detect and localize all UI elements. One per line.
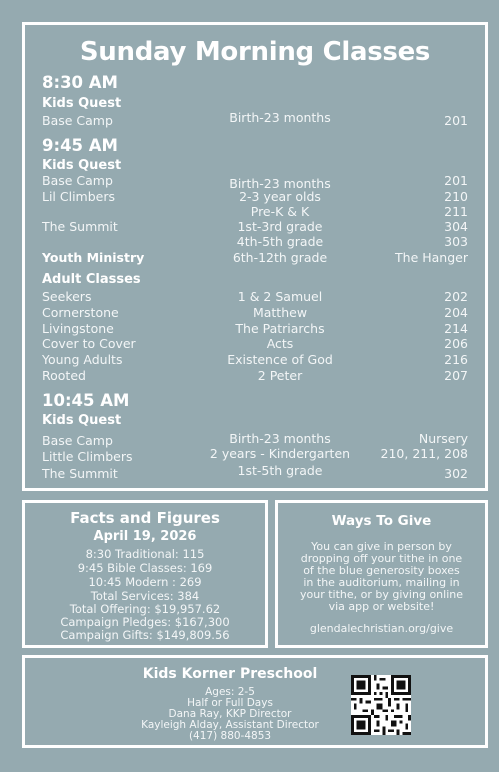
facts-line: 10:45 Modern : 269 bbox=[88, 575, 202, 589]
facts-line: Campaign Gifts: $149,809.56 bbox=[60, 628, 230, 642]
page-title: Sunday Morning Classes bbox=[79, 37, 431, 67]
group-kids-quest-830: Kids Quest bbox=[42, 96, 122, 111]
class-name: The Summit bbox=[42, 219, 118, 234]
class-name: Young Adults bbox=[42, 352, 123, 367]
kids-korner-line: Half or Full Days bbox=[187, 697, 273, 709]
give-text-line: via app or website! bbox=[328, 600, 435, 613]
room-number: 211 bbox=[444, 204, 468, 219]
time-heading-945: 9:45 AM bbox=[42, 136, 118, 155]
class-description: Acts bbox=[266, 336, 294, 351]
facts-line: Total Services: 384 bbox=[90, 589, 200, 603]
class-description: 4th-5th grade bbox=[236, 234, 324, 249]
kids-korner-line: (417) 880-4853 bbox=[188, 730, 272, 742]
class-name: Lil Climbers bbox=[42, 189, 116, 204]
kids-korner-panel bbox=[22, 655, 488, 748]
class-name: Cover to Cover bbox=[42, 336, 136, 351]
class-description: 1 & 2 Samuel bbox=[237, 289, 323, 304]
class-description: 2 years - Kindergarten bbox=[209, 446, 351, 461]
facts-line: 9:45 Bible Classes: 169 bbox=[77, 561, 213, 575]
class-description: 1st-5th grade bbox=[237, 463, 323, 478]
room-number: 216 bbox=[444, 352, 468, 367]
facts-line: Total Offering: $19,957.62 bbox=[69, 602, 221, 616]
kids-korner-line: Dana Ray, KKP Director bbox=[168, 708, 292, 720]
group-kids-quest-945: Kids Quest bbox=[42, 158, 122, 173]
give-text-line: dropping off your tithe in one bbox=[300, 552, 463, 565]
class-description: 2-3 year olds bbox=[239, 189, 321, 204]
table-row bbox=[25, 352, 485, 368]
table-row bbox=[25, 204, 485, 220]
class-name: Seekers bbox=[42, 289, 92, 304]
class-name: Cornerstone bbox=[42, 305, 119, 320]
class-name: Youth Ministry bbox=[42, 250, 145, 265]
give-heading: Ways To Give bbox=[331, 513, 432, 529]
class-description: Birth-23 months bbox=[229, 431, 331, 446]
room-number: 204 bbox=[444, 305, 468, 320]
group-adult-classes: Adult Classes bbox=[42, 272, 141, 287]
class-description: Birth-23 months bbox=[229, 110, 331, 125]
facts-date: April 19, 2026 bbox=[93, 529, 197, 544]
room-number: 206 bbox=[444, 336, 468, 351]
give-text-line: You can give in person by bbox=[311, 540, 452, 553]
table-row bbox=[25, 110, 485, 129]
table-row bbox=[25, 219, 485, 235]
class-description: 6th-12th grade bbox=[232, 250, 328, 265]
table-row bbox=[25, 289, 485, 305]
table-row bbox=[25, 250, 485, 266]
room-number: 210, 211, 208 bbox=[380, 446, 468, 461]
room-number: 207 bbox=[444, 368, 468, 383]
room-number: Nursery bbox=[418, 431, 468, 446]
room-number: 210 bbox=[444, 189, 468, 204]
class-description: 2 Peter bbox=[257, 368, 303, 383]
class-description: Birth-23 months bbox=[229, 176, 331, 191]
class-description: Matthew bbox=[252, 305, 308, 320]
ways-to-give-panel bbox=[275, 500, 488, 648]
facts-panel bbox=[22, 500, 268, 648]
room-number: 201 bbox=[444, 173, 468, 188]
table-row bbox=[25, 173, 485, 189]
give-url-link[interactable]: glendalechristian.org/give bbox=[309, 622, 454, 635]
class-name: Livingstone bbox=[42, 321, 114, 336]
schedule-panel bbox=[22, 22, 488, 491]
kids-korner-heading: Kids Korner Preschool bbox=[142, 666, 318, 682]
class-description: The Patriarchs bbox=[235, 321, 325, 336]
table-row bbox=[25, 368, 485, 384]
class-name: Base Camp bbox=[42, 433, 113, 448]
room-number: The Hanger bbox=[395, 250, 468, 265]
class-description: Existence of God bbox=[227, 352, 333, 367]
qr-code-icon[interactable] bbox=[351, 675, 411, 735]
give-text-line: in the auditorium, mailing in bbox=[303, 576, 460, 589]
table-row bbox=[25, 305, 485, 321]
give-text-line: of the blue generosity boxes bbox=[303, 564, 460, 577]
kids-korner-line: Kayleigh Alday, Assistant Director bbox=[141, 719, 319, 731]
class-name: Base Camp bbox=[42, 173, 113, 188]
class-description: Pre-K & K bbox=[250, 204, 310, 219]
time-heading-1045: 10:45 AM bbox=[42, 391, 130, 410]
give-text-line: your tithe, or by giving online bbox=[300, 588, 463, 601]
time-heading-830: 8:30 AM bbox=[42, 73, 118, 92]
kids-korner-line: Ages: 2-5 bbox=[205, 686, 255, 698]
room-number: 214 bbox=[444, 321, 468, 336]
class-name: The Summit bbox=[42, 466, 118, 481]
class-name: Rooted bbox=[42, 368, 86, 383]
class-description: 1st-3rd grade bbox=[237, 219, 323, 234]
table-row bbox=[25, 463, 485, 482]
facts-line: 8:30 Traditional: 115 bbox=[85, 547, 205, 561]
room-number: 201 bbox=[444, 113, 468, 128]
table-row bbox=[25, 336, 485, 352]
class-name: Base Camp bbox=[42, 113, 113, 128]
room-number: 303 bbox=[444, 234, 468, 249]
class-name: Little Climbers bbox=[42, 449, 133, 464]
facts-heading: Facts and Figures bbox=[70, 509, 220, 527]
table-row bbox=[25, 234, 485, 250]
room-number: 202 bbox=[444, 289, 468, 304]
table-row bbox=[25, 189, 485, 205]
group-kids-quest-1045: Kids Quest bbox=[42, 413, 122, 428]
room-number: 302 bbox=[444, 466, 468, 481]
table-row bbox=[25, 321, 485, 337]
facts-line: Campaign Pledges: $167,300 bbox=[60, 615, 230, 629]
room-number: 304 bbox=[444, 219, 468, 234]
